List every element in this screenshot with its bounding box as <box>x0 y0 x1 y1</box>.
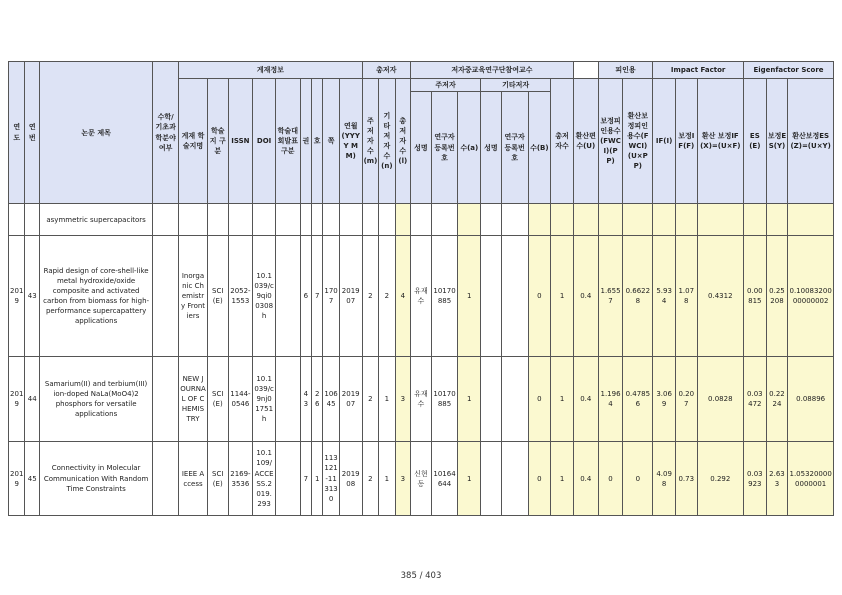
page-number: 385 / 403 <box>400 571 442 581</box>
header-row-1 <box>9 62 834 79</box>
cell-math <box>153 442 179 516</box>
header-issn: ISSN <box>228 79 253 204</box>
cell-es-converted: 0.1008320000000002 <box>788 236 834 357</box>
cell-if: 5.934 <box>653 236 676 357</box>
cell-if-corrected: 1.078 <box>675 236 697 357</box>
continuation-title: asymmetric supercapacitors <box>39 204 152 236</box>
cell-cite-corrected: 0 <box>598 442 623 516</box>
cell-total-count: 4 <box>395 236 410 357</box>
header-pub-info: 게재정보 <box>179 62 363 79</box>
cell-es-corrected: 0.2224 <box>766 357 788 442</box>
cell-title: Rapid design of core-shell-like metal hydroxide/oxide composite and activated carbon from biomass for high-performance supercapattery applications <box>39 236 152 357</box>
header-if: IF(I) <box>653 79 676 204</box>
cell-es: 0.03472 <box>743 357 766 442</box>
cell-other-reg <box>501 236 528 357</box>
table-row <box>9 236 834 357</box>
cell-total-count: 3 <box>395 357 410 442</box>
cell-converted: 0.4 <box>573 442 598 516</box>
header-main-name: 성명 <box>411 92 432 204</box>
cell-es-corrected: 0.25208 <box>766 236 788 357</box>
cell-if: 4.098 <box>653 442 676 516</box>
cell-if: 3.069 <box>653 357 676 442</box>
header-main-num: 수(a) <box>458 92 481 204</box>
cell-volume: 6 <box>300 236 311 357</box>
header-other-name: 성명 <box>481 92 502 204</box>
cell-year: 2019 <box>9 357 25 442</box>
cell-main-reg: 10170885 <box>431 357 458 442</box>
header-cite-converted: 환산보정피인용수(FWCI)(U×PP) <box>623 79 653 204</box>
cell-cite-corrected: 1.6557 <box>598 236 623 357</box>
cell-pages: 1707 <box>323 236 339 357</box>
cell-other-name <box>481 236 502 357</box>
cell-type: SCI(E) <box>207 357 228 442</box>
cell-es-corrected: 2.633 <box>766 442 788 516</box>
header-if-converted: 환산 보정IF(X)=(U×F) <box>697 79 743 204</box>
cell-other-reg <box>501 442 528 516</box>
cell-main-name: 신현동 <box>411 442 432 516</box>
cell-issue: 7 <box>312 236 323 357</box>
cell-seq: 44 <box>25 357 39 442</box>
cell-journal: Inorganic Chemistry Frontiers <box>179 236 208 357</box>
cell-issn: 2052-1553 <box>228 236 253 357</box>
cell-type: SCI(E) <box>207 442 228 516</box>
cell-jclass <box>275 357 300 442</box>
cell-if-corrected: 0.73 <box>675 442 697 516</box>
header-es-corrected: 보정ES(Y) <box>766 79 788 204</box>
header-blank <box>573 62 598 79</box>
cell-issn: 2169-3536 <box>228 442 253 516</box>
cell-journal: NEW JOURNAL OF CHEMISTRY <box>179 357 208 442</box>
cell-other-count: 1 <box>379 357 395 442</box>
header-impact-factor: Impact Factor <box>653 62 744 79</box>
header-main-reg: 연구자등록번호 <box>431 92 458 204</box>
cell-main-num: 1 <box>458 236 481 357</box>
header-journal: 게재 학술지명 <box>179 79 208 204</box>
cell-year: 2019 <box>9 236 25 357</box>
cell-converted: 0.4 <box>573 357 598 442</box>
cell-other-num: 0 <box>528 442 551 516</box>
cell-other-reg <box>501 357 528 442</box>
header-citations: 피인용 <box>598 62 653 79</box>
cell-main-name: 유재수 <box>411 357 432 442</box>
cell-math <box>153 357 179 442</box>
cell-es: 0.00815 <box>743 236 766 357</box>
cell-issue: 1 <box>312 442 323 516</box>
cell-date: 2019 07 <box>339 236 362 357</box>
cell-seq: 45 <box>25 442 39 516</box>
cell-journal: IEEE Access <box>179 442 208 516</box>
table-row <box>9 442 834 516</box>
cell-year: 2019 <box>9 442 25 516</box>
cell-es-converted: 0.08896 <box>788 357 834 442</box>
header-math-major: 수학/기초과학분야여부 <box>153 62 179 204</box>
cell-es: 0.03923 <box>743 442 766 516</box>
cell-type: SCI(E) <box>207 236 228 357</box>
cell-author-sum: 1 <box>551 442 574 516</box>
cell-math <box>153 236 179 357</box>
header-es: ES(E) <box>743 79 766 204</box>
header-other-count: 기타저자수(n) <box>379 79 395 204</box>
cell-doi: 10.1039/c9qi00308h <box>253 236 276 357</box>
header-cite-corrected: 보정피인용수(FWCI)(PP) <box>598 79 623 204</box>
header-if-corrected: 보정IF(F) <box>675 79 697 204</box>
header-total-count: 총저자수(l) <box>395 79 410 204</box>
cell-if-corrected: 0.207 <box>675 357 697 442</box>
cell-seq: 43 <box>25 236 39 357</box>
header-journal-class: 학술대회발표 구분 <box>275 79 300 204</box>
cell-if-converted: 0.292 <box>697 442 743 516</box>
header-doi: DOI <box>253 79 276 204</box>
cell-title: Samarium(II) and terbium(III) ion-doped NaLa(MoO4)2 phosphors for versatile applications <box>39 357 152 442</box>
continuation-row <box>9 204 834 236</box>
header-pages: 쪽 <box>323 79 339 204</box>
cell-other-name <box>481 357 502 442</box>
header-paper-title: 논문 제목 <box>39 62 152 204</box>
header-main-count: 주저자수(m) <box>362 79 378 204</box>
cell-title: Connectivity in Molecular Communication With Random Time Constraints <box>39 442 152 516</box>
cell-date: 2019 07 <box>339 357 362 442</box>
cell-main-reg: 10164644 <box>431 442 458 516</box>
header-journal-type: 학술지 구분 <box>207 79 228 204</box>
header-other-num: 수(B) <box>528 92 551 204</box>
cell-issue: 26 <box>312 357 323 442</box>
cell-cite-converted: 0.66228 <box>623 236 653 357</box>
header-es-converted: 환산보정ES(Z)=(U×Y) <box>788 79 834 204</box>
cell-cite-converted: 0.47856 <box>623 357 653 442</box>
cell-main-num: 1 <box>458 442 481 516</box>
header-volume: 권 <box>300 79 311 204</box>
header-faculty: 저자중교육연구단참여교수 <box>411 62 574 79</box>
cell-other-num: 0 <box>528 236 551 357</box>
cell-other-count: 2 <box>379 236 395 357</box>
cell-jclass <box>275 442 300 516</box>
cell-jclass <box>275 236 300 357</box>
cell-volume: 43 <box>300 357 311 442</box>
header-year: 연도 <box>9 62 25 204</box>
cell-es-converted: 1.053200000000001 <box>788 442 834 516</box>
cell-main-num: 1 <box>458 357 481 442</box>
cell-cite-corrected: 1.1964 <box>598 357 623 442</box>
header-issue: 호 <box>312 79 323 204</box>
cell-main-reg: 10170885 <box>431 236 458 357</box>
header-eigenfactor: Eigenfactor Score <box>743 62 833 79</box>
header-other-reg: 연구자등록번호 <box>501 92 528 204</box>
cell-other-count: 1 <box>379 442 395 516</box>
header-other-author: 기타저자 <box>481 79 551 92</box>
cell-author-sum: 1 <box>551 357 574 442</box>
table-row <box>9 357 834 442</box>
cell-date: 2019 08 <box>339 442 362 516</box>
header-total-authors: 총저자 <box>362 62 410 79</box>
cell-pages: 113121-113130 <box>323 442 339 516</box>
header-main-author: 주저자 <box>411 79 481 92</box>
cell-converted: 0.4 <box>573 236 598 357</box>
cell-pages: 10645 <box>323 357 339 442</box>
cell-issn: 1144-0546 <box>228 357 253 442</box>
cell-volume: 7 <box>300 442 311 516</box>
cell-if-converted: 0.0828 <box>697 357 743 442</box>
header-pub-date: 연월(YYYY MM) <box>339 79 362 204</box>
cell-other-num: 0 <box>528 357 551 442</box>
cell-cite-converted: 0 <box>623 442 653 516</box>
cell-author-sum: 1 <box>551 236 574 357</box>
cell-doi: 10.1109/ACCESS.2019.293 <box>253 442 276 516</box>
cell-main-name: 유재수 <box>411 236 432 357</box>
cell-total-count: 3 <box>395 442 410 516</box>
cell-main-count: 2 <box>362 442 378 516</box>
research-performance-table <box>8 61 834 516</box>
cell-doi: 10.1039/c9nj01751h <box>253 357 276 442</box>
cell-main-count: 2 <box>362 357 378 442</box>
header-author-sum: 총저자수 <box>551 79 574 204</box>
cell-other-name <box>481 442 502 516</box>
header-seq: 연번 <box>25 62 39 204</box>
cell-main-count: 2 <box>362 236 378 357</box>
header-converted: 환산편수(U) <box>573 79 598 204</box>
cell-if-converted: 0.4312 <box>697 236 743 357</box>
